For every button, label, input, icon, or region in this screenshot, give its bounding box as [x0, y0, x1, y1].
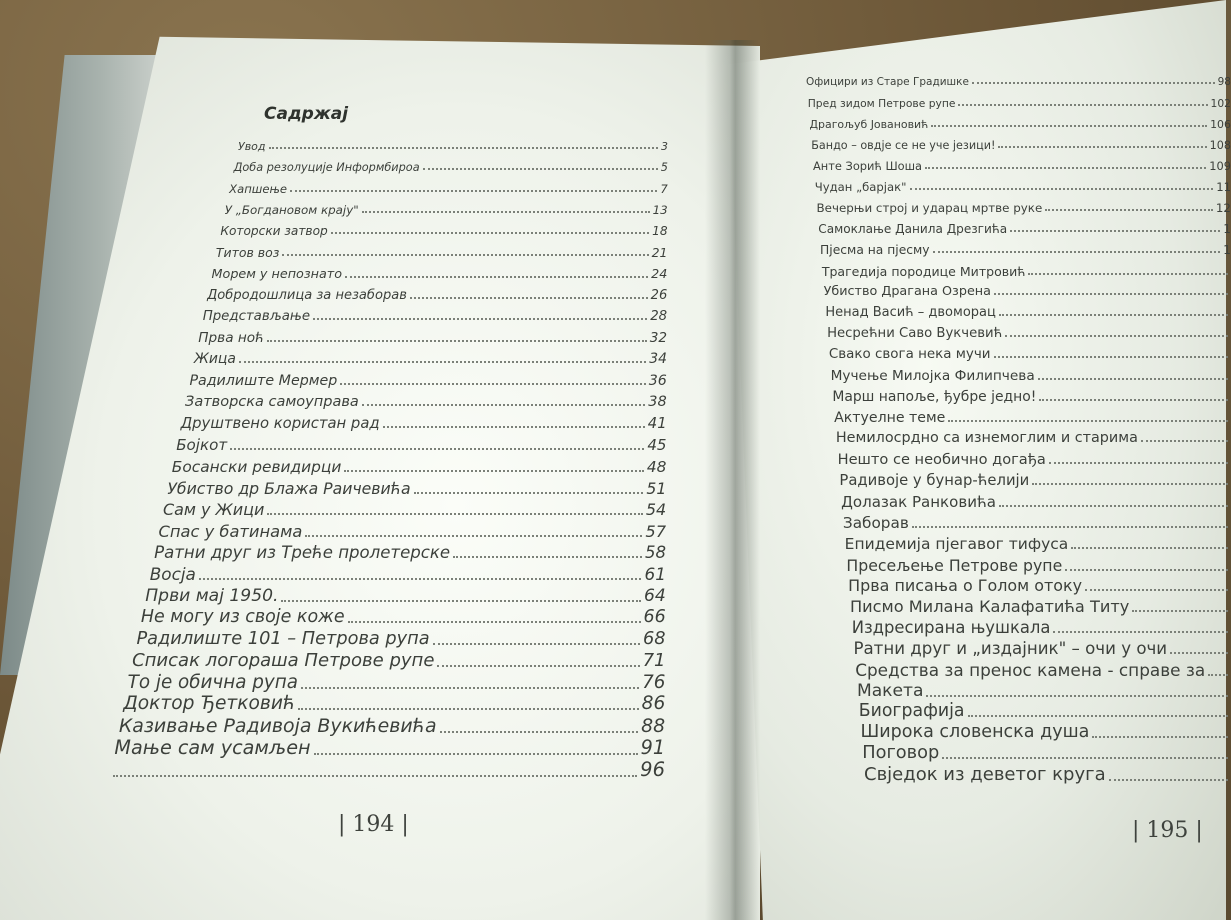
- toc-leader-dots: [298, 708, 639, 710]
- toc-leader-dots: [345, 276, 648, 278]
- toc-leader-dots: [1038, 378, 1228, 380]
- toc-entry-title: Которски затвор: [220, 224, 328, 239]
- toc-leader-dots: [281, 600, 641, 602]
- toc-entry-page: 48: [646, 457, 667, 476]
- toc-leader-dots: [282, 254, 648, 256]
- toc-entry-page: 13: [652, 203, 668, 218]
- toc-leader-dots: [910, 188, 1214, 190]
- toc-entry: [825, 305, 1231, 320]
- toc-entry-page: 58: [644, 543, 667, 563]
- toc-entry: [114, 736, 665, 759]
- toc-leader-dots: [269, 147, 658, 149]
- toc-leader-dots: [423, 168, 658, 170]
- toc-leader-dots: [958, 104, 1207, 106]
- toc-entry-title: Бандо – овдје се не уче језици!: [811, 138, 996, 152]
- toc-leader-dots: [410, 297, 648, 299]
- toc-entry: [185, 394, 667, 410]
- toc-entry-title: Ратни друг из Треће пролетерске: [154, 543, 451, 563]
- toc-leader-dots: [942, 757, 1228, 759]
- toc-leader-dots: [301, 687, 639, 689]
- toc-entry-title: Издресирана њушкала: [851, 618, 1051, 638]
- toc-entry-page: 66: [643, 607, 666, 628]
- toc-leader-dots: [994, 356, 1228, 358]
- toc-entry: [845, 535, 1231, 553]
- toc-leader-dots: [1005, 335, 1228, 337]
- toc-leader-dots: [926, 695, 1228, 697]
- toc-entry-page: 57: [645, 521, 667, 541]
- toc-entry: [203, 309, 667, 324]
- toc-entry: [110, 758, 665, 781]
- toc-entry-title: Босански ревидирци: [171, 457, 342, 476]
- toc-entry: [145, 586, 666, 606]
- toc-entry-title: Восја: [149, 564, 196, 585]
- toc-entry: [225, 203, 668, 217]
- toc-entry-page: 32: [649, 330, 668, 347]
- toc-entry-title: Убиство др Блажа Раичевића: [167, 478, 411, 498]
- toc-entry-title: Анте Зорић Шоша: [813, 159, 923, 174]
- toc-entry: [132, 650, 665, 671]
- toc-entry-title: Заборав: [842, 513, 909, 532]
- toc-leader-dots: [453, 556, 642, 558]
- toc-entry-title: Списак логораша Петрове рупе: [132, 650, 435, 672]
- toc-entry: [207, 288, 667, 303]
- toc-entry-title: У „Богдановом крају": [224, 203, 359, 218]
- toc-entry: [811, 139, 1231, 152]
- toc-entry-page: 51: [646, 478, 667, 498]
- toc-leader-dots: [437, 665, 639, 667]
- toc-entry: [820, 243, 1231, 257]
- toc-entry-title: Свједок из деветог круга: [864, 764, 1106, 785]
- toc-entry-page: 86: [641, 693, 666, 715]
- toc-entry: [136, 629, 665, 649]
- toc-entry-title: Трагедија породице Митровић: [821, 263, 1026, 279]
- toc-entry-title: Марш напоље, ђубре једно!: [832, 388, 1037, 405]
- toc-entry-title: Чудан „барјак": [814, 180, 907, 195]
- toc-leader-dots: [362, 211, 650, 213]
- toc-entry-title: Жица: [193, 351, 236, 368]
- toc-entry-page: 24: [651, 266, 668, 282]
- toc-entry: [815, 180, 1231, 194]
- toc-entry: [860, 722, 1231, 742]
- toc-entry-title: Не могу из своје коже: [140, 607, 345, 628]
- toc-leader-dots: [348, 621, 641, 623]
- toc-entry-title: Немилосрдно са изнемоглим и старима: [835, 430, 1138, 447]
- toc-leader-dots: [113, 775, 637, 777]
- toc-entry-page: 1: [1223, 242, 1231, 257]
- toc-leader-dots: [1208, 674, 1228, 676]
- toc-entry-title: Писмо Милана Калафатића Титу: [849, 597, 1130, 617]
- toc-entry-title: Доктор Ђетковић: [123, 693, 296, 715]
- toc-leader-dots: [912, 526, 1228, 528]
- toc-leader-dots: [972, 82, 1215, 84]
- toc-leader-dots: [1010, 230, 1220, 232]
- toc-entry: [864, 764, 1231, 785]
- toc-entry-page: 1: [1223, 221, 1231, 236]
- toc-entry-title: Увод: [238, 140, 266, 153]
- toc-entry: [220, 224, 667, 238]
- toc-entry-page: 64: [644, 585, 666, 606]
- toc-leader-dots: [1141, 440, 1228, 442]
- toc-leader-dots: [1092, 736, 1228, 738]
- toc-entry-title: Хапшење: [229, 182, 288, 197]
- toc-entry: [862, 743, 1231, 763]
- toc-entry: [857, 681, 1231, 701]
- toc-entry-title: Несрећни Саво Вукчевић: [827, 326, 1003, 342]
- toc-entry-title: Радивоје у бунар-ћелији: [839, 472, 1030, 490]
- toc-entry-page: 61: [644, 564, 666, 585]
- toc-leader-dots: [340, 383, 646, 385]
- toc-entry-title: Мање сам усамљен: [114, 736, 311, 760]
- toc-leader-dots: [999, 314, 1228, 316]
- toc-entry-page: 76: [642, 671, 666, 693]
- toc-entry-title: Бојкот: [176, 436, 228, 455]
- toc-leader-dots: [931, 125, 1207, 127]
- toc-entry: [827, 326, 1231, 341]
- toc-entry-page: 7: [660, 182, 668, 197]
- toc-entry-title: Широка словенска душа: [860, 722, 1090, 743]
- right-page-number: | 195 |: [1132, 818, 1203, 843]
- toc-entry-title: Казивање Радивоја Вукићевића: [118, 714, 437, 737]
- toc-entry: [181, 415, 667, 432]
- toc-entry-page: 38: [648, 393, 667, 410]
- toc-entry: [832, 389, 1231, 405]
- left-page-number: | 194 |: [338, 812, 409, 837]
- toc-entry-title: Први мај 1950.: [145, 585, 279, 606]
- toc-entry: [172, 458, 667, 476]
- toc-entry-title: Убиство Драгана Озрена: [823, 284, 991, 300]
- toc-entry-page: 41: [647, 415, 667, 433]
- toc-entry-title: Нешто се необично догађа: [837, 451, 1046, 469]
- toc-leader-dots: [925, 167, 1206, 169]
- toc-leader-dots: [968, 715, 1228, 717]
- toc-entry: [119, 715, 665, 737]
- toc-leader-dots: [440, 731, 639, 733]
- toc-entry-page: 12: [1215, 201, 1231, 216]
- toc-entry: [176, 436, 666, 454]
- toc-entry-title: Пресељење Петрове рупе: [846, 555, 1063, 575]
- toc-entry-title: Епидемија пјегавог тифуса: [844, 534, 1069, 553]
- toc-entry: [843, 514, 1231, 532]
- toc-leader-dots: [305, 535, 642, 537]
- toc-leader-dots: [933, 251, 1221, 253]
- toc-entry-page: 96: [640, 758, 665, 781]
- toc-leader-dots: [948, 420, 1228, 422]
- toc-leader-dots: [1049, 462, 1228, 464]
- toc-entry-title: Макета: [856, 680, 924, 701]
- toc-entry-title: То је обична рупа: [127, 671, 298, 693]
- toc-entry: [818, 222, 1231, 236]
- toc-leader-dots: [1170, 652, 1228, 654]
- toc-leader-dots: [1109, 779, 1228, 781]
- toc-entry: [212, 267, 668, 282]
- toc-entry: [159, 522, 667, 541]
- toc-entry: [834, 410, 1231, 426]
- toc-entry: [813, 159, 1231, 173]
- toc-entry: [141, 607, 666, 627]
- toc-leader-dots: [267, 340, 647, 342]
- toc-entry: [836, 430, 1231, 446]
- toc-entry: [817, 201, 1231, 215]
- toc-entry-page: 102: [1210, 96, 1231, 110]
- toc-entry: [855, 660, 1231, 680]
- toc-entry-page: 21: [651, 245, 668, 261]
- toc-leader-dots: [414, 492, 644, 494]
- toc-entry: [216, 245, 668, 260]
- toc-entry-page: 71: [642, 650, 666, 672]
- toc-entry: [841, 493, 1231, 511]
- toc-entry-page: 108: [1209, 138, 1231, 152]
- toc-leader-dots: [290, 190, 657, 192]
- toc-leader-dots: [1039, 399, 1228, 401]
- toc-entry: [128, 672, 666, 693]
- toc-entry-page: 45: [647, 436, 667, 455]
- toc-entry-title: Прва писања о Голом отоку: [848, 576, 1083, 596]
- toc-entry-page: 106: [1210, 117, 1231, 131]
- toc-entry-title: Радилиште 101 – Петрова рупа: [136, 628, 430, 649]
- toc-entry-page: 36: [648, 372, 667, 389]
- toc-entry: [238, 140, 668, 153]
- toc-leader-dots: [1053, 631, 1228, 633]
- toc-leader-dots: [313, 318, 647, 320]
- toc-leader-dots: [1071, 547, 1228, 549]
- toc-entry: [154, 543, 666, 562]
- toc-entry-title: Добродошлица за незаборав: [207, 287, 407, 303]
- toc-entry: [850, 597, 1231, 616]
- toc-leader-dots: [230, 448, 644, 450]
- toc-entry-title: Ратни друг и „издајник" – очи у очи: [853, 638, 1168, 658]
- toc-leader-dots: [998, 146, 1206, 148]
- toc-leader-dots: [199, 578, 642, 580]
- toc-entry-page: 11: [1216, 180, 1231, 195]
- toc-leader-dots: [1065, 569, 1228, 571]
- toc-entry: [810, 118, 1231, 131]
- toc-entry: [234, 161, 668, 174]
- toc-entry-page: 18: [652, 224, 668, 239]
- toc-entry: [859, 701, 1231, 721]
- toc-leader-dots: [1032, 483, 1228, 485]
- toc-entry: [808, 97, 1231, 110]
- toc-entry-title: Поговор: [862, 743, 940, 764]
- toc-entry: [829, 347, 1231, 362]
- toc-leader-dots: [1085, 589, 1228, 591]
- toc-entry: [167, 479, 666, 498]
- toc-heading: Садржај: [264, 104, 349, 124]
- toc-leader-dots: [433, 643, 640, 645]
- toc-entry-page: 54: [645, 500, 667, 520]
- toc-entry-page: 28: [650, 308, 668, 324]
- toc-entry: [853, 639, 1231, 658]
- book-gutter: [705, 40, 760, 920]
- toc-entry-title: Мучење Милојка Филипчева: [830, 367, 1035, 384]
- toc-leader-dots: [1045, 209, 1213, 211]
- toc-leader-dots: [1132, 610, 1228, 612]
- toc-entry-page: 34: [649, 351, 667, 368]
- toc-entry-title: Друштвено користан рад: [180, 415, 380, 433]
- toc-entry: [846, 556, 1231, 575]
- toc-entry-page: 68: [643, 628, 666, 649]
- toc-entry-title: Вечерњи строј и ударац мртве руке: [816, 201, 1043, 216]
- toc-entry-title: Спас у батинама: [158, 521, 303, 541]
- toc-entry-page: 98: [1217, 76, 1231, 88]
- toc-entry-title: Морем у непознато: [211, 266, 342, 282]
- toc-leader-dots: [1028, 273, 1228, 275]
- toc-leader-dots: [999, 505, 1228, 507]
- toc-entry: [838, 451, 1231, 468]
- toc-entry: [806, 76, 1231, 88]
- toc-entry: [831, 368, 1231, 384]
- toc-entry-title: Представљање: [202, 308, 311, 324]
- toc-entry-page: 91: [640, 736, 666, 760]
- toc-leader-dots: [994, 293, 1228, 295]
- toc-entry-title: Пјесма на пјесму: [820, 242, 930, 257]
- toc-entry: [824, 284, 1231, 299]
- toc-entry: [198, 330, 667, 346]
- toc-entry: [852, 618, 1231, 637]
- toc-leader-dots: [362, 404, 646, 406]
- toc-entry-title: Официри из Старе Градишке: [806, 76, 969, 88]
- toc-entry: [163, 500, 666, 519]
- toc-entry-title: Затворска самоуправа: [185, 393, 359, 410]
- toc-entry-page: 3: [661, 140, 668, 153]
- toc-entry-title: Биографија: [858, 701, 965, 722]
- toc-entry: [194, 351, 667, 367]
- toc-entry: [189, 373, 666, 389]
- toc-leader-dots: [239, 361, 646, 363]
- toc-entry: [229, 182, 668, 196]
- toc-entry: [150, 564, 666, 584]
- toc-entry-title: Пред зидом Петрове рупе: [807, 96, 956, 110]
- toc-entry-title: Доба резолуције Информбироа: [233, 161, 420, 175]
- toc-entry-title: Актуелне теме: [834, 409, 946, 426]
- toc-leader-dots: [267, 513, 643, 515]
- toc-entry-title: Ненад Васић – двоморац: [825, 305, 996, 321]
- toc-entry-title: Самоклање Данила Дрезгића: [818, 221, 1008, 236]
- toc-entry-title: Прва ноћ: [198, 330, 264, 347]
- toc-entry-title: Долазак Ранковића: [841, 492, 996, 511]
- toc-leader-dots: [383, 426, 645, 428]
- toc-entry: [123, 693, 665, 714]
- toc-entry: [839, 472, 1231, 489]
- toc-entry-page: 5: [660, 161, 668, 175]
- toc-entry: [848, 576, 1231, 595]
- toc-entry-page: 88: [641, 714, 666, 737]
- toc-leader-dots: [331, 232, 649, 234]
- toc-entry-title: Титов воз: [215, 245, 280, 261]
- toc-entry-page: 109: [1209, 159, 1231, 174]
- toc-entry: [822, 264, 1231, 279]
- toc-leader-dots: [344, 470, 643, 472]
- toc-entry-title: Драгољуб Јовановић: [809, 117, 929, 131]
- toc-entry-title: Радилиште Мермер: [189, 372, 338, 389]
- toc-entry-title: Сам у Жици: [162, 500, 265, 520]
- toc-entry-title: Средства за пренос камена - справе за: [855, 659, 1206, 680]
- toc-leader-dots: [314, 753, 638, 755]
- toc-entry-title: Свако свога нека мучи: [828, 347, 991, 363]
- toc-entry-page: 26: [650, 287, 668, 303]
